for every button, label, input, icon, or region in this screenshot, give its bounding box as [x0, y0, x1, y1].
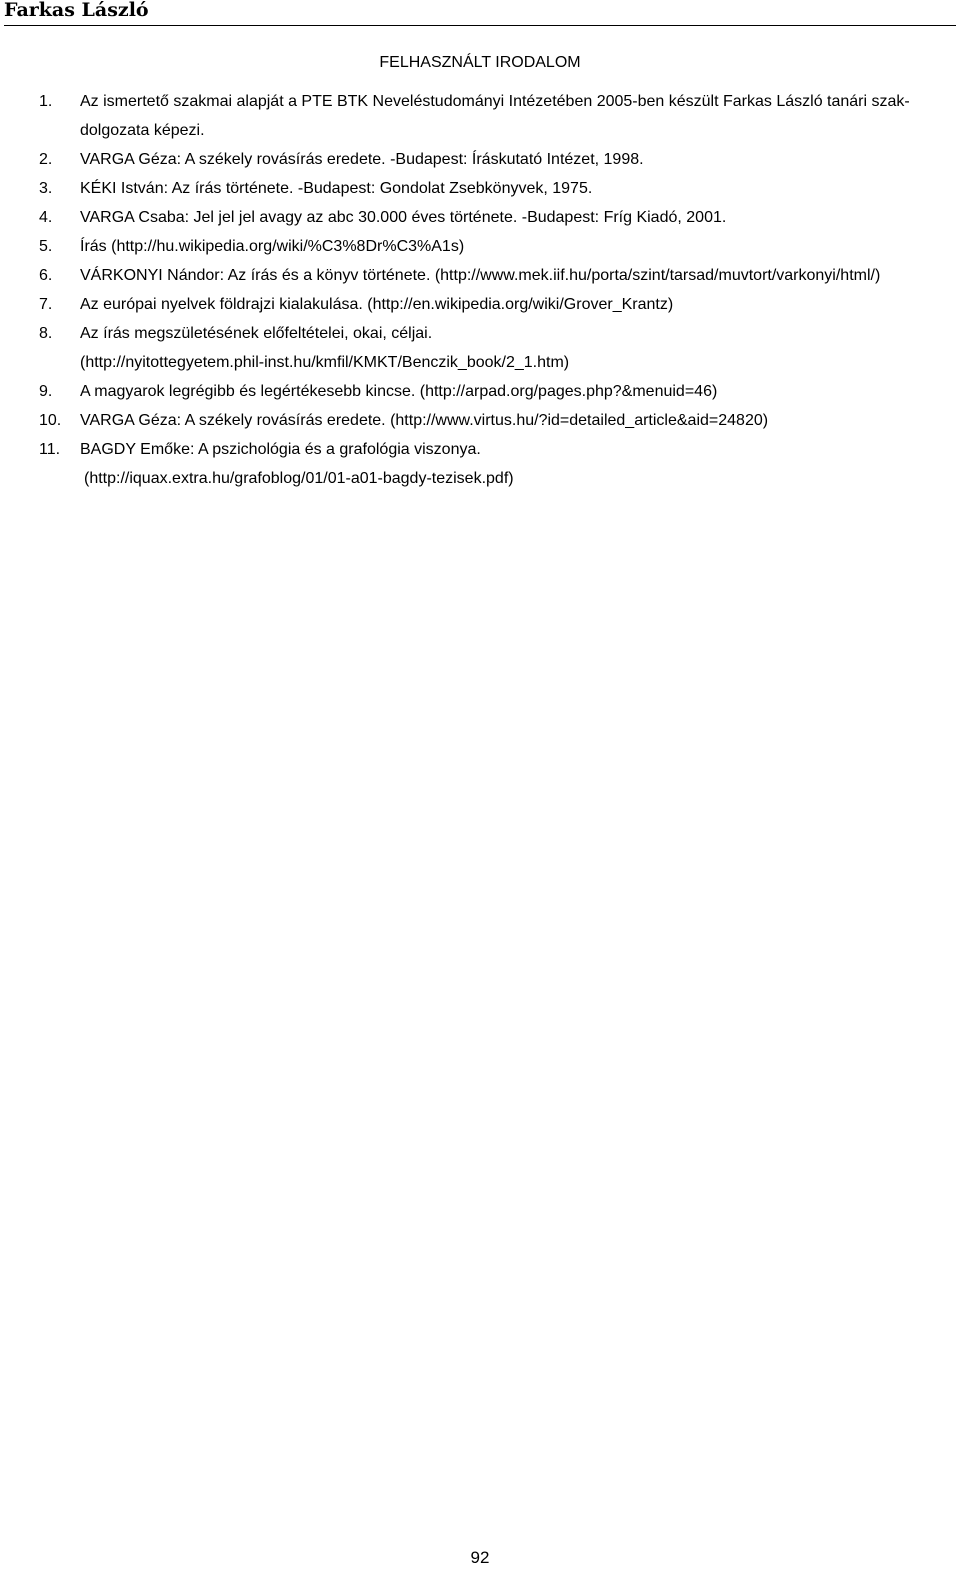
reference-text: Az írás megszületésének előfeltételei, okai, céljai.	[80, 325, 433, 342]
reference-text: dolgozata képezi.	[80, 122, 205, 139]
reference-number: 5.	[39, 238, 53, 255]
reference-text: A magyarok legrégibb és legértékesebb kincse. (http://arpad.org/pages.php?&menuid=46)	[80, 383, 718, 400]
reference-number: 9.	[39, 383, 53, 400]
reference-text: Az ismertető szakmai alapját a PTE BTK Neveléstudományi Intézetében 2005-ben készült Farkas László tanári szak-	[80, 93, 910, 110]
reference-text: VARGA Csaba: Jel jel jel avagy az abc 30.000 éves története. -Budapest: Fríg Kiadó, 2001.	[80, 209, 727, 226]
reference-number: 7.	[39, 296, 53, 313]
reference-number: 4.	[39, 209, 53, 226]
reference-line	[0, 208, 960, 228]
reference-number: 3.	[39, 180, 53, 197]
reference-text: BAGDY Emőke: A pszichológia és a grafológia viszonya.	[80, 441, 481, 458]
section-title: FELHASZNÁLT IRODALOM	[379, 54, 581, 71]
reference-text: Írás (http://hu.wikipedia.org/wiki/%C3%8Dr%C3%A1s)	[80, 238, 465, 255]
reference-number: 10.	[39, 412, 62, 429]
reference-line	[0, 411, 960, 431]
reference-line	[0, 295, 960, 315]
reference-text: VÁRKONYI Nándor: Az írás és a könyv története. (http://www.mek.iif.hu/porta/szint/tarsad/muvtort/varkonyi/html/)	[80, 267, 881, 284]
reference-line	[0, 92, 960, 112]
reference-number: 11.	[39, 441, 61, 458]
reference-text: VARGA Géza: A székely rovásírás eredete. (http://www.virtus.hu/?id=detailed_article&aid=24820)	[80, 412, 769, 429]
page-header-title: Farkas László	[4, 0, 149, 21]
reference-line	[0, 469, 960, 489]
reference-number: 8.	[39, 325, 53, 342]
reference-line	[0, 121, 960, 141]
reference-number: 2.	[39, 151, 53, 168]
reference-line	[0, 440, 960, 460]
reference-text: (http://iquax.extra.hu/grafoblog/01/01-a01-bagdy-tezisek.pdf)	[84, 470, 514, 487]
reference-text: VARGA Géza: A székely rovásírás eredete. -Budapest: Íráskutató Intézet, 1998.	[80, 151, 644, 168]
reference-number: 1.	[39, 93, 53, 110]
reference-line	[0, 382, 960, 402]
reference-text: KÉKI István: Az írás története. -Budapest: Gondolat Zsebkönyvek, 1975.	[80, 180, 593, 197]
reference-line	[0, 150, 960, 170]
reference-text: (http://nyitottegyetem.phil-inst.hu/kmfil/KMKT/Benczik_book/2_1.htm)	[80, 354, 570, 371]
reference-line	[0, 353, 960, 373]
reference-line	[0, 266, 960, 286]
reference-line	[0, 179, 960, 199]
reference-text: Az európai nyelvek földrajzi kialakulása. (http://en.wikipedia.org/wiki/Grover_Krantz)	[80, 296, 674, 313]
reference-line	[0, 324, 960, 344]
reference-number: 6.	[39, 267, 53, 284]
reference-line	[0, 237, 960, 257]
page-number: 92	[470, 1548, 490, 1567]
